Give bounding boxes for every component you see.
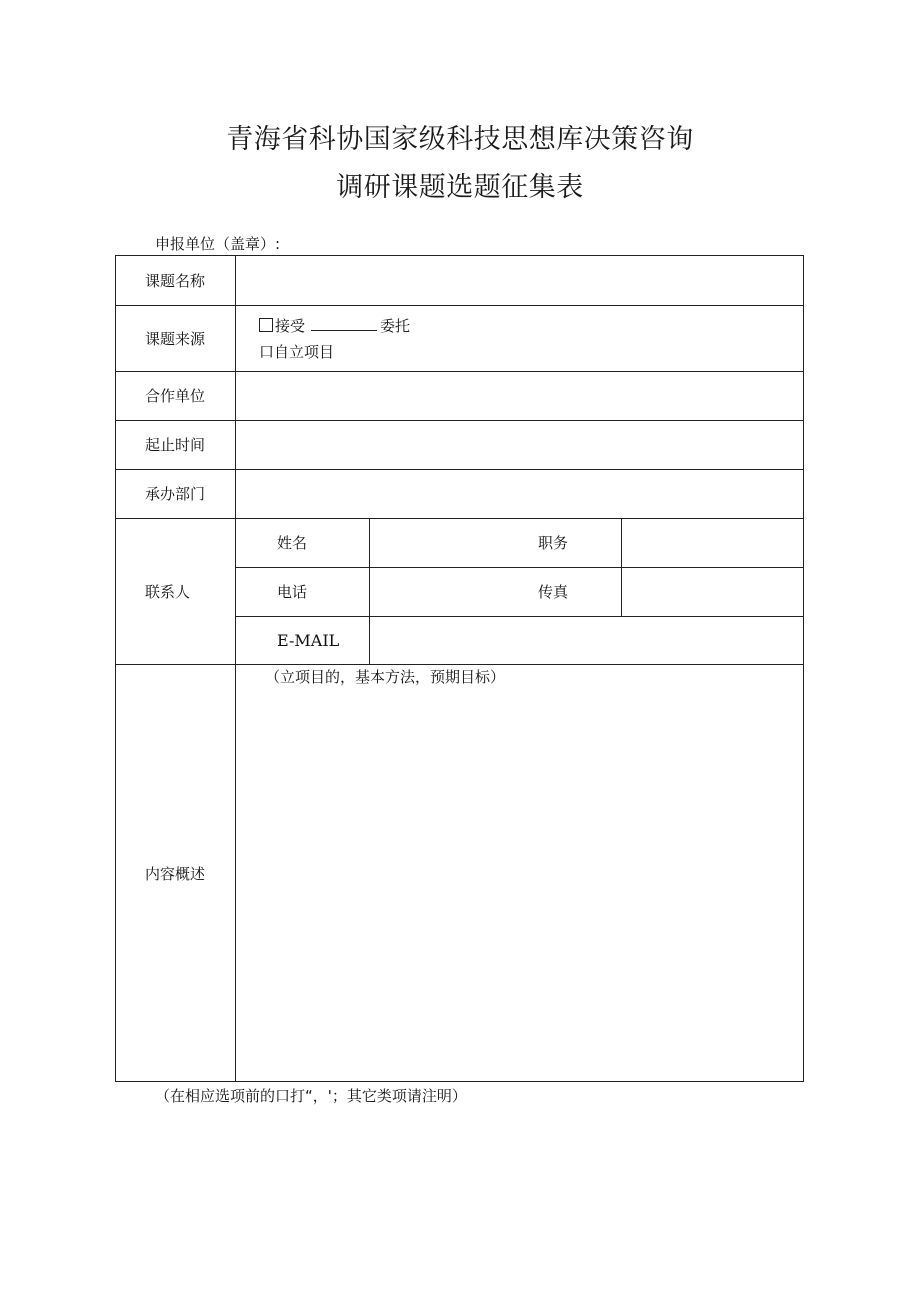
row-divider <box>115 469 804 470</box>
contact-label: 联系人 <box>145 583 191 601</box>
period-input[interactable] <box>237 422 802 468</box>
contact-subrow-divider <box>235 567 804 568</box>
document-title-line2: 调研课题选题征集表 <box>336 172 584 203</box>
document-title-line1: 青海省科协国家级科技思想库决策咨询 <box>226 124 694 155</box>
row-divider <box>115 420 804 421</box>
name-label: 姓名 <box>277 534 308 552</box>
table-border-right <box>803 255 804 1082</box>
source-option-self-initiated[interactable]: 口自立项目 <box>259 343 335 361</box>
row-divider <box>115 518 804 519</box>
department-input[interactable] <box>237 471 802 517</box>
partner-unit-input[interactable] <box>237 373 802 419</box>
partner-unit-label: 合作单位 <box>145 387 206 405</box>
row-divider <box>115 305 804 306</box>
label-column-divider <box>235 255 236 1082</box>
fax-input[interactable] <box>623 569 802 615</box>
topic-name-input[interactable] <box>237 257 802 304</box>
position-label: 职务 <box>538 534 569 552</box>
topic-name-label: 课题名称 <box>145 272 206 290</box>
table-border-left <box>115 255 116 1082</box>
position-input[interactable] <box>623 520 802 566</box>
phone-label: 电话 <box>277 583 308 601</box>
fax-label: 传真 <box>538 583 569 601</box>
topic-source-label: 课题来源 <box>145 330 206 348</box>
applicant-unit-label: 申报单位（盖章）: <box>155 235 281 253</box>
table-border-bottom <box>115 1081 804 1082</box>
source-option-commissioned[interactable] <box>259 316 410 336</box>
contact-subrow-divider <box>235 616 804 617</box>
checkbox-commissioned[interactable] <box>259 318 273 332</box>
summary-label: 内容概述 <box>145 865 206 883</box>
row-divider <box>115 664 804 665</box>
footnote: （在相应选项前的口打“，'；其它类项请注明） <box>155 1087 467 1105</box>
source-option1-prefix: 接受 <box>275 317 306 335</box>
summary-input[interactable] <box>237 690 802 1080</box>
contact-column-divider <box>369 518 370 665</box>
table-border-top <box>115 255 804 256</box>
phone-input[interactable] <box>371 569 531 615</box>
department-label: 承办部门 <box>145 485 206 503</box>
contact-column-divider <box>621 518 622 616</box>
row-divider <box>115 371 804 372</box>
commissioner-blank[interactable] <box>311 316 377 331</box>
source-option1-suffix: 委托 <box>380 317 411 335</box>
name-input[interactable] <box>371 520 531 566</box>
email-label: E-MAIL <box>277 631 340 650</box>
period-label: 起止时间 <box>145 436 206 454</box>
summary-hint: （立项目的，基本方法，预期目标） <box>265 668 506 686</box>
email-input[interactable] <box>371 618 802 663</box>
